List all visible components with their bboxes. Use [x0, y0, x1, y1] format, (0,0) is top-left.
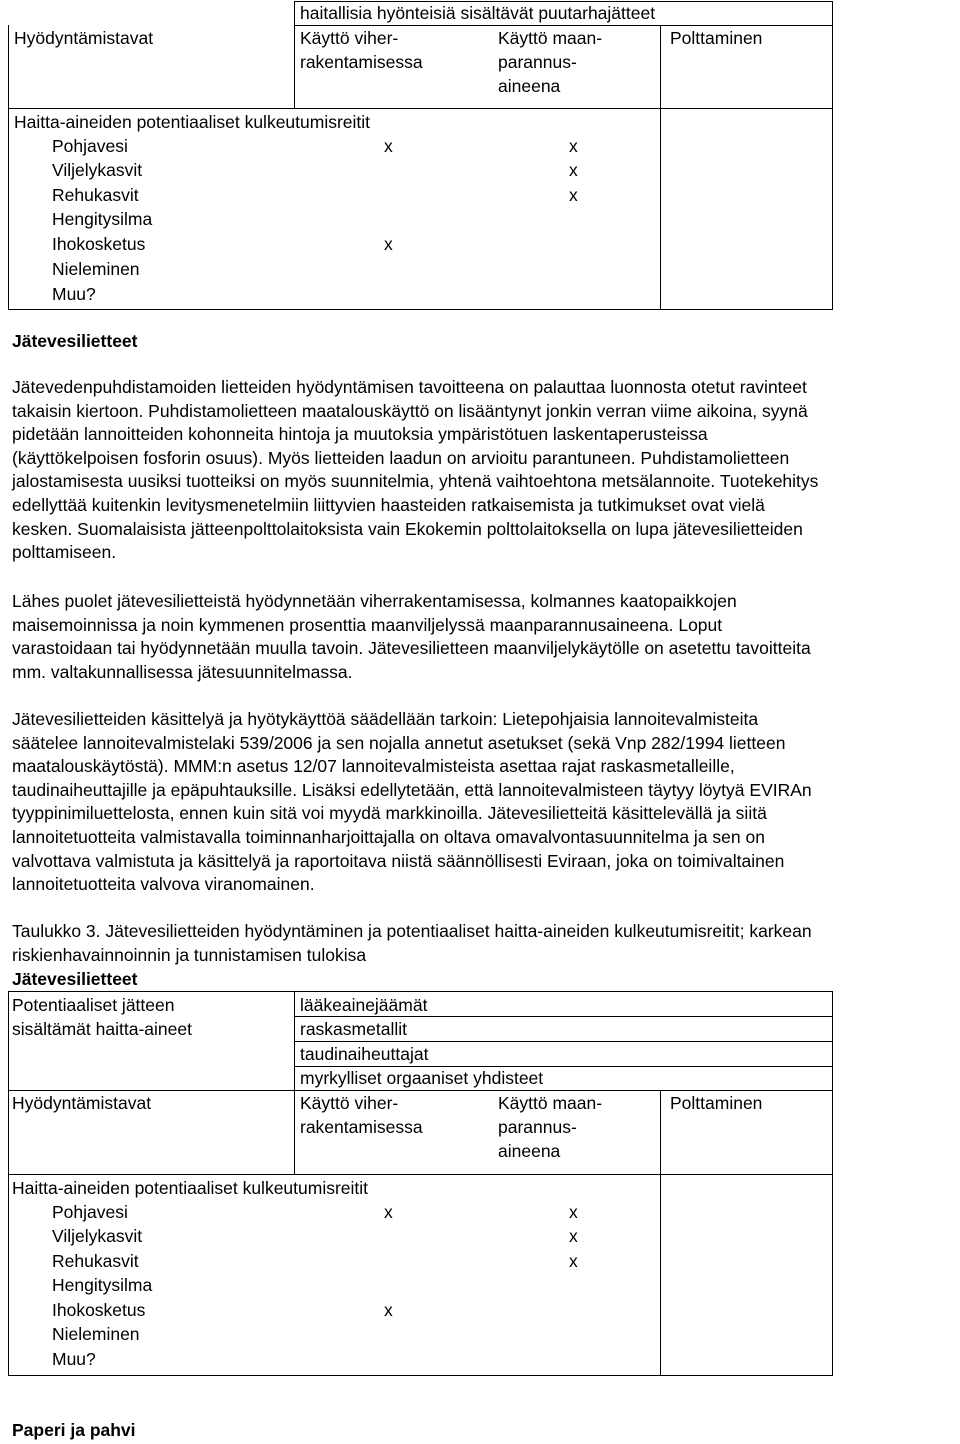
row-label: Hengitysilma — [52, 1275, 153, 1295]
section-heading: Jätevesilietteet — [12, 331, 138, 351]
substance: myrkylliset orgaaniset yhdisteet — [300, 1068, 544, 1088]
row-mark: x — [569, 1202, 578, 1222]
substance: taudinaiheuttajat — [300, 1044, 429, 1064]
row-mark: x — [569, 185, 578, 205]
row-mark: x — [569, 1251, 578, 1271]
col-header-maan-2: parannus- — [498, 52, 577, 72]
section-routes: Haitta-aineiden potentiaaliset kulkeutumisreitit — [14, 112, 371, 132]
section-heading: Paperi ja pahvi — [12, 1420, 136, 1440]
section-routes: Haitta-aineiden potentiaaliset kulkeutumisreitit — [12, 1178, 369, 1198]
row-mark: x — [569, 1226, 578, 1246]
col-header-maan-3: aineena — [498, 1141, 561, 1161]
text-line: mm. valtakunnallisessa jätesuunnitelmassa. — [12, 661, 353, 682]
col-label-usage: Hyödyntämistavat — [12, 1093, 152, 1113]
text-line: (käyttökelpoisen fosforin osuus). Myös lietteiden laadun on arvioitu parantuneen. Puhdistamolietteen — [12, 447, 790, 468]
paragraph-3 — [12, 708, 948, 897]
text-line: valvottava valmistuta ja käsittelyä ja raportoitava niistä säännöllisesti Eviraan, joka on toimivaltainen — [12, 850, 785, 871]
row-label: Ihokosketus — [52, 234, 146, 254]
paragraph-1 — [12, 376, 948, 565]
row-label: Viljelykasvit — [52, 1226, 143, 1246]
paragraph-2 — [12, 590, 948, 684]
text-line: polttamiseen. — [12, 542, 117, 563]
col-label-usage: Hyödyntämistavat — [14, 28, 154, 48]
text-line: Lähes puolet jätevesilietteistä hyödynnetään viherrakentamisessa, kolmannes kaatopaikkojen — [12, 591, 737, 611]
row-mark: x — [569, 136, 578, 156]
text-line: takaisin kiertoon. Puhdistamolietteen maatalouskäyttö on lisääntynyt jonkin verran viime aikoina, syynä — [12, 400, 808, 421]
col-header-viher-2: rakentamisessa — [300, 1117, 423, 1137]
potential-label-2: sisältämät haitta-aineet — [12, 1019, 192, 1039]
caption-line: riskienhavainnoinnin ja tunnistamisen tulokisa — [12, 944, 367, 965]
row-label: Nieleminen — [52, 259, 140, 279]
col-header-viher-1: Käyttö viher- — [300, 1093, 399, 1113]
col-header-maan-2: parannus- — [498, 1117, 577, 1137]
text-line: Jätevesilietteiden käsittelyä ja hyötykäyttöä säädellään tarkoin: Lietepohjaisia lannoitevalmisteita — [12, 709, 759, 729]
text-line: kesken. Suomalaisista jätteenpolttolaitoksista vain Ekokemin polttolaitoksella on lupa jätevesilietteiden — [12, 518, 803, 539]
col-header-maan-3: aineena — [498, 76, 561, 96]
table-caption — [12, 920, 948, 967]
text-line: lannoitetuotteita valvova viranomainen. — [12, 874, 315, 895]
row-label: Muu? — [52, 1349, 96, 1369]
col-header-maan-1: Käyttö maan- — [498, 28, 603, 48]
text-line: Jätevedenpuhdistamoiden lietteiden hyödyntämisen tavoitteena on palauttaa luonnosta otetut ravinteet — [12, 377, 807, 397]
text-line: säätelee lannoitevalmistelaki 539/2006 ja sen nojalla annetut asetukset (sekä Vnp 282/1994 lietteen — [12, 732, 786, 753]
substance: lääkeainejäämät — [300, 995, 428, 1015]
row-label: Ihokosketus — [52, 1300, 146, 1320]
table-header-top: haitallisia hyönteisiä sisältävät puutarhajätteet — [300, 3, 656, 23]
row-label: Hengitysilma — [52, 209, 153, 229]
col-header-viher-1: Käyttö viher- — [300, 28, 399, 48]
text-line: maisemoinnissa ja noin kymmenen prosenttia maanviljelyssä maanparannusaineena. Loput — [12, 614, 723, 635]
row-label: Pohjavesi — [52, 1202, 128, 1222]
row-label: Pohjavesi — [52, 136, 128, 156]
table-title: Jätevesilietteet — [12, 969, 138, 989]
row-mark: x — [384, 1202, 393, 1222]
row-label: Muu? — [52, 284, 96, 304]
potential-label-1: Potentiaaliset jätteen — [12, 995, 175, 1015]
col-header-poltto: Polttaminen — [670, 1093, 763, 1113]
row-mark: x — [569, 160, 578, 180]
text-line: edellyttää kuitenkin levitysmenetelmiin liittyvien haasteiden ratkaisemista ja tutkimukset ovat vielä — [12, 494, 765, 515]
row-mark: x — [384, 234, 393, 254]
text-line: taudinaiheuttajille ja epäpuhtauksille. Lisäksi edellytetään, että lannoitevalmisteen täytyy löytyä EVIRAn — [12, 779, 812, 800]
row-label: Rehukasvit — [52, 185, 139, 205]
row-label: Nieleminen — [52, 1324, 140, 1344]
row-mark: x — [384, 136, 393, 156]
caption-line: Taulukko 3. Jätevesilietteiden hyödyntäminen ja potentiaaliset haitta-aineiden kulkeutumisreitit; karkean — [12, 921, 812, 941]
text-line: lannoitetuotteita valmistavalla toiminnanharjoittajalla on oltava omavalvontasuunnitelma ja sen on — [12, 826, 765, 847]
text-line: pidetään lannoitteiden kohonneita hintoja ja muutoksia ympäristötuen laskentaperusteissa — [12, 424, 708, 445]
text-line: varastoidaan tai hyödynnetään muulla tavoin. Jätevesilietteen maanviljelykäytölle on asetettu tavoitteita — [12, 638, 811, 659]
text-line: jalostamisesta uusiksi tuotteiksi on myös suunnitelmia, yhtenä vaihtoehtona metsälannoite. Tuotekehitys — [12, 471, 819, 492]
col-header-viher-2: rakentamisessa — [300, 52, 423, 72]
text-line: tyyppinimiluettelosta, ennen kuin sitä voi myydä markkinoilla. Jätevesilietteitä käsittelevällä ja siitä — [12, 803, 767, 824]
text-line: maatalouskäytöstä). MMM:n asetus 12/07 lannoitevalmisteista asettaa rajat raskasmetalleille, — [12, 756, 735, 777]
row-label: Viljelykasvit — [52, 160, 143, 180]
row-mark: x — [384, 1300, 393, 1320]
row-label: Rehukasvit — [52, 1251, 139, 1271]
substance: raskasmetallit — [300, 1019, 407, 1039]
col-header-poltto: Polttaminen — [670, 28, 763, 48]
col-header-maan-1: Käyttö maan- — [498, 1093, 603, 1113]
